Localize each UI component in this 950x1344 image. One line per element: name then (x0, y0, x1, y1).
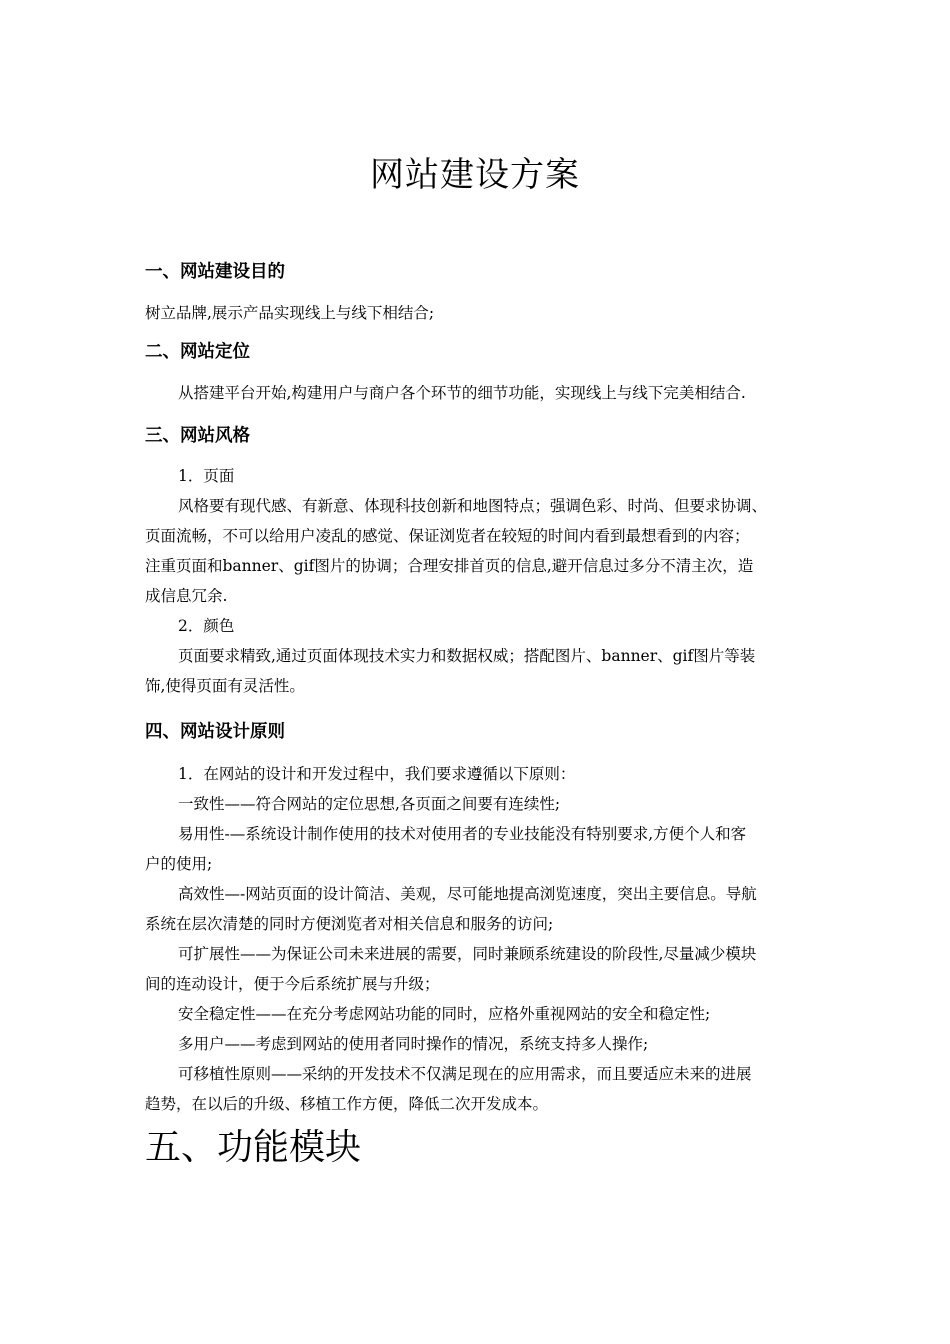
paragraph-line: 注重页面和banner、gif图片的协调；合理安排首页的信息,避开信息过多分不清主次，造 (145, 557, 754, 575)
paragraph-line: 趋势，在以后的升级、移植工作方便，降低二次开发成本。 (145, 1095, 549, 1113)
section-body-principles (145, 759, 809, 1119)
document-title: 网站建设方案 (370, 155, 580, 195)
section-heading-purpose: 一、网站建设目的 (145, 262, 285, 282)
principle-multiuser: 多用户——考虑到网站的使用者同时操作的情况，系统支持多人操作; (178, 1035, 649, 1053)
list-item-page: 1．页面 (178, 467, 235, 485)
paragraph-line: 间的连动设计，便于今后系统扩展与升级； (145, 975, 440, 993)
paragraph-line: 1．在网站的设计和开发过程中，我们要求遵循以下原则： (178, 765, 576, 783)
principle-security: 安全稳定性——在充分考虑网站功能的同时，应格外重视网站的安全和稳定性; (178, 1005, 711, 1023)
paragraph-line: 树立品牌,展示产品实现线上与线下相结合; (145, 304, 435, 322)
paragraph-line: 系统在层次清楚的同时方便浏览者对相关信息和服务的访问; (145, 915, 554, 933)
section-heading-positioning: 二、网站定位 (145, 342, 250, 362)
paragraph-line: 页面要求精致,通过页面体现技术实力和数据权威；搭配图片、banner、gif图片等装 (178, 647, 756, 665)
principle-efficiency: 高效性—-网站页面的设计简洁、美观，尽可能地提高浏览速度，突出主要信息。导航 (178, 885, 757, 903)
section-heading-style: 三、网站风格 (145, 426, 250, 446)
section-body-positioning (145, 378, 809, 408)
paragraph-line: 成信息冗余. (145, 587, 228, 605)
principle-extensibility: 可扩展性——为保证公司未来进展的需要，同时兼顾系统建设的阶段性,尽量减少模块 (178, 945, 757, 963)
paragraph-line: 风格要有现代感、有新意、体现科技创新和地图特点；强调色彩、时尚、但要求协调、 (178, 497, 768, 515)
section-heading-modules: 五、功能模块 (145, 1127, 362, 1168)
paragraph-line: 户的使用; (145, 855, 213, 873)
principle-consistency: 一致性——符合网站的定位思想,各页面之间要有连续性; (178, 795, 561, 813)
paragraph-line: 从搭建平台开始,构建用户与商户各个环节的细节功能，实现线上与线下完美相结合. (178, 384, 746, 402)
principle-usability: 易用性-—系统设计制作使用的技术对使用者的专业技能没有特别要求,方便个人和客 (178, 825, 747, 843)
paragraph-line: 饰,使得页面有灵活性。 (145, 677, 305, 695)
paragraph-line: 页面流畅，不可以给用户凌乱的感觉、保证浏览者在较短的时间内看到最想看到的内容； (145, 527, 750, 545)
section-body-purpose (145, 298, 809, 328)
list-item-color: 2．颜色 (178, 617, 235, 635)
section-heading-principles: 四、网站设计原则 (145, 722, 285, 742)
section-body-style (145, 461, 809, 701)
principle-portability: 可移植性原则——采纳的开发技术不仅满足现在的应用需求，而且要适应未来的进展 (178, 1065, 752, 1083)
